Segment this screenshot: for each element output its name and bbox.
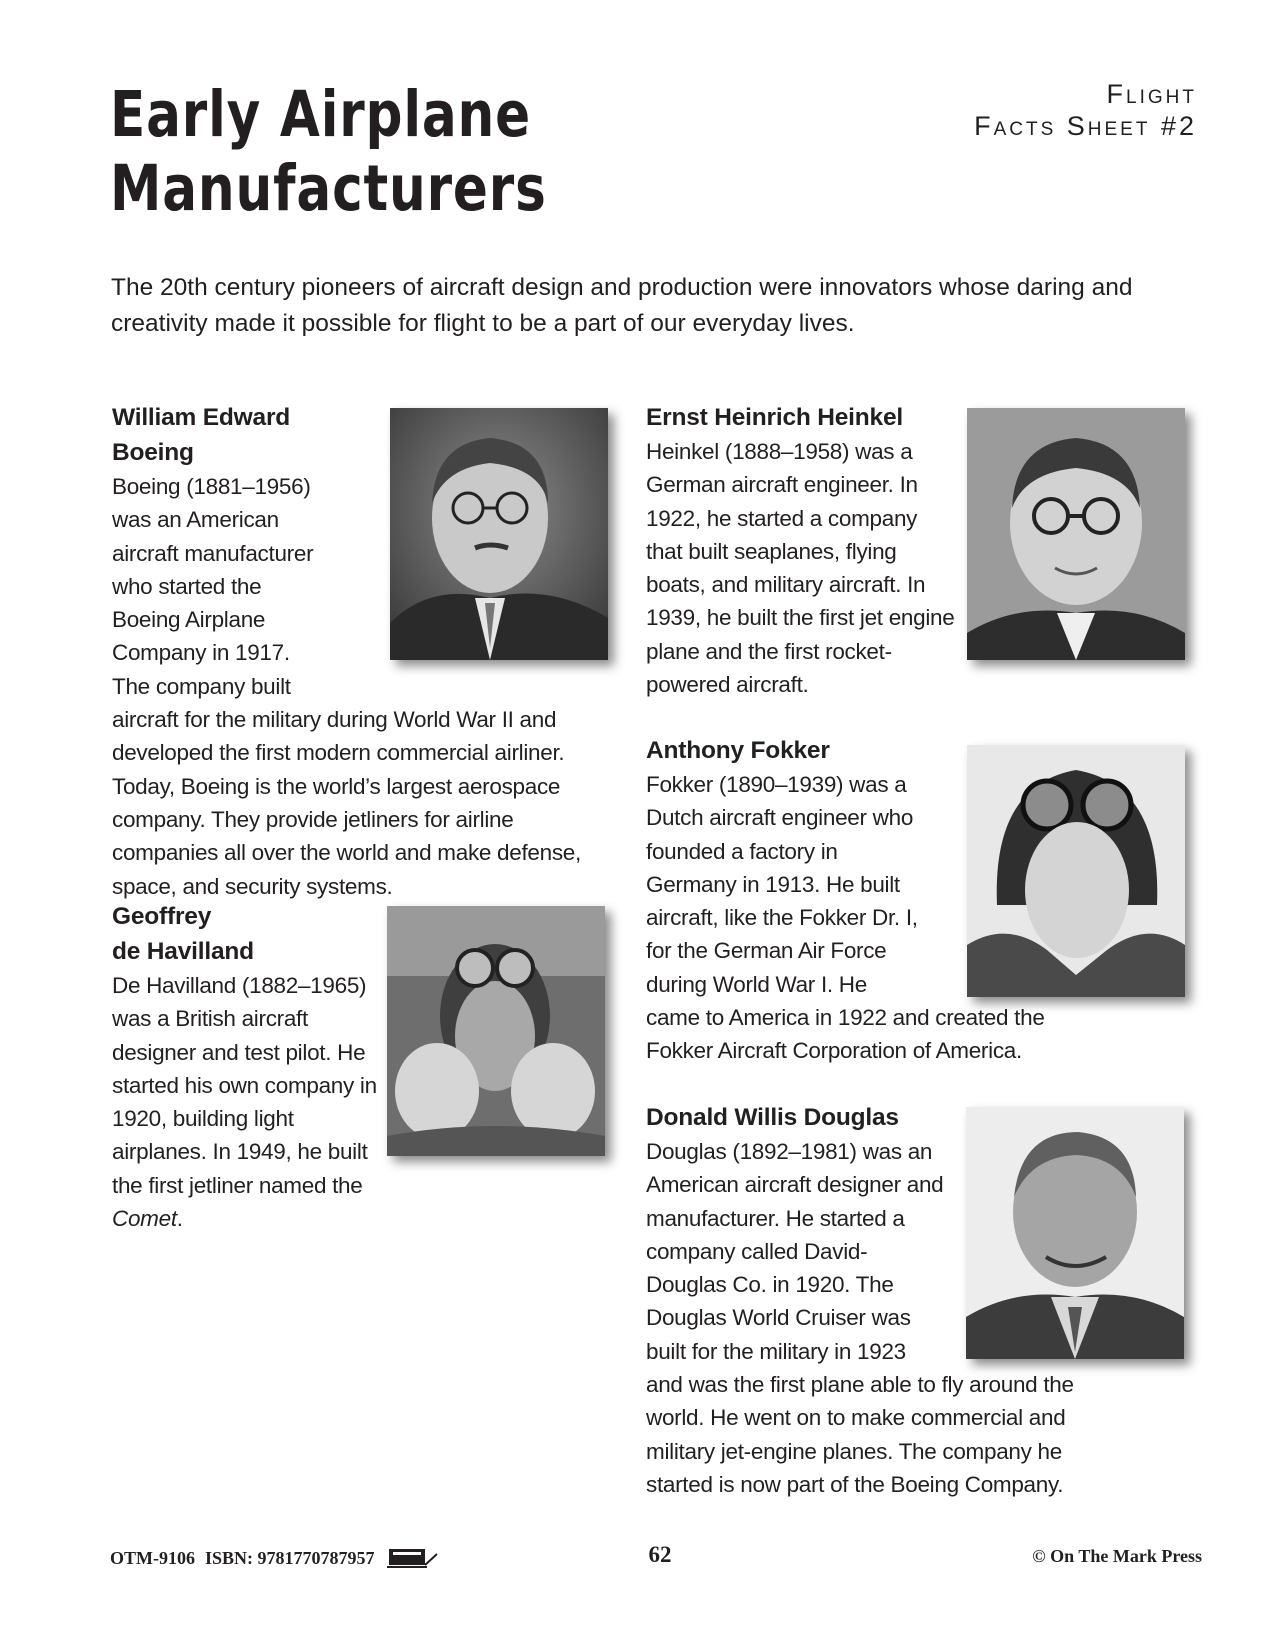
product-code: OTM-9106 [110,1548,195,1568]
bio-fokker [646,733,1116,1068]
footer-product-code [110,1546,439,1573]
intro-paragraph: The 20th century pioneers of aircraft design and production were innovators whose daring and creativity made it possible for flight to be a part of our everyday lives. [111,274,1133,337]
bio-boeing [112,400,607,903]
sheet-label [974,78,1197,142]
bio-heinkel-name: Ernst Heinrich Heinkel [646,404,904,431]
bio-boeing-name: William Edward Boeing [112,404,291,466]
heinkel-photo [967,408,1185,660]
bio-boeing-text: Boeing (1881–1956) was an American aircraft manufacturer who started the Boeing Airplane Company in 1917. The company built aircraft for the military during World War II and developed the first modern commercial airliner. Today, Boeing is the world’s largest aerospace company. They provide jetliners for airline companies all over the world and make defense, space, and security systems. [112,474,581,899]
bio-douglas-name: Donald Willis Douglas [646,1104,899,1131]
bio-de-havilland-name: Geoffrey de Havilland [112,903,254,965]
bio-heinkel [646,400,956,701]
bio-fokker-text: Fokker (1890–1939) was a Dutch aircraft engineer who founded a factory in Germany in 1913. He built aircraft, like the Fokker Dr. I, for the German Air Force during World War I. He came to America in 1922 and created the Fokker Aircraft Corporation of America. [646,772,1045,1064]
book-icon [387,1546,439,1573]
de-havilland-photo [387,906,605,1156]
sheet-label-line-2: Facts Sheet #2 [974,111,1197,141]
publisher: © On The Mark Press [1032,1546,1202,1566]
bio-fokker-name: Anthony Fokker [646,737,830,764]
title-line-1: Early Airplane [110,78,532,151]
page-number: 62 [648,1542,672,1567]
bio-heinkel-text: Heinkel (1888–1958) was a German aircraft engineer. In 1922, he started a company that built seaplanes, flying boats, and military aircraft. In 1939, he built the first jet engine plane and the first rocket-powered aircraft. [646,439,955,698]
bio-douglas-text: Douglas (1892–1981) was an American aircraft designer and manufacturer. He started a company called David-Douglas Co. in 1920. The Douglas World Cruiser was built for the military in 1923 and was the first plane able to fly around the world. He went on to make commercial and military jet-engine planes. The company he started is now part of the Boeing Company. [646,1139,1074,1497]
sheet-label-line-1: Flight [1106,79,1197,109]
bio-de-havilland [112,899,377,1235]
bio-douglas [646,1100,1126,1501]
page-title [110,78,547,226]
title-line-2: Manufacturers [110,152,547,225]
bio-de-havilland-text: De Havilland (1882–1965) was a British aircraft designer and test pilot. He started his own company in 1920, building light airplanes. In 1949, he built the first jetliner named the Comet. [112,973,377,1232]
isbn: ISBN: 9781770787957 [205,1548,375,1568]
